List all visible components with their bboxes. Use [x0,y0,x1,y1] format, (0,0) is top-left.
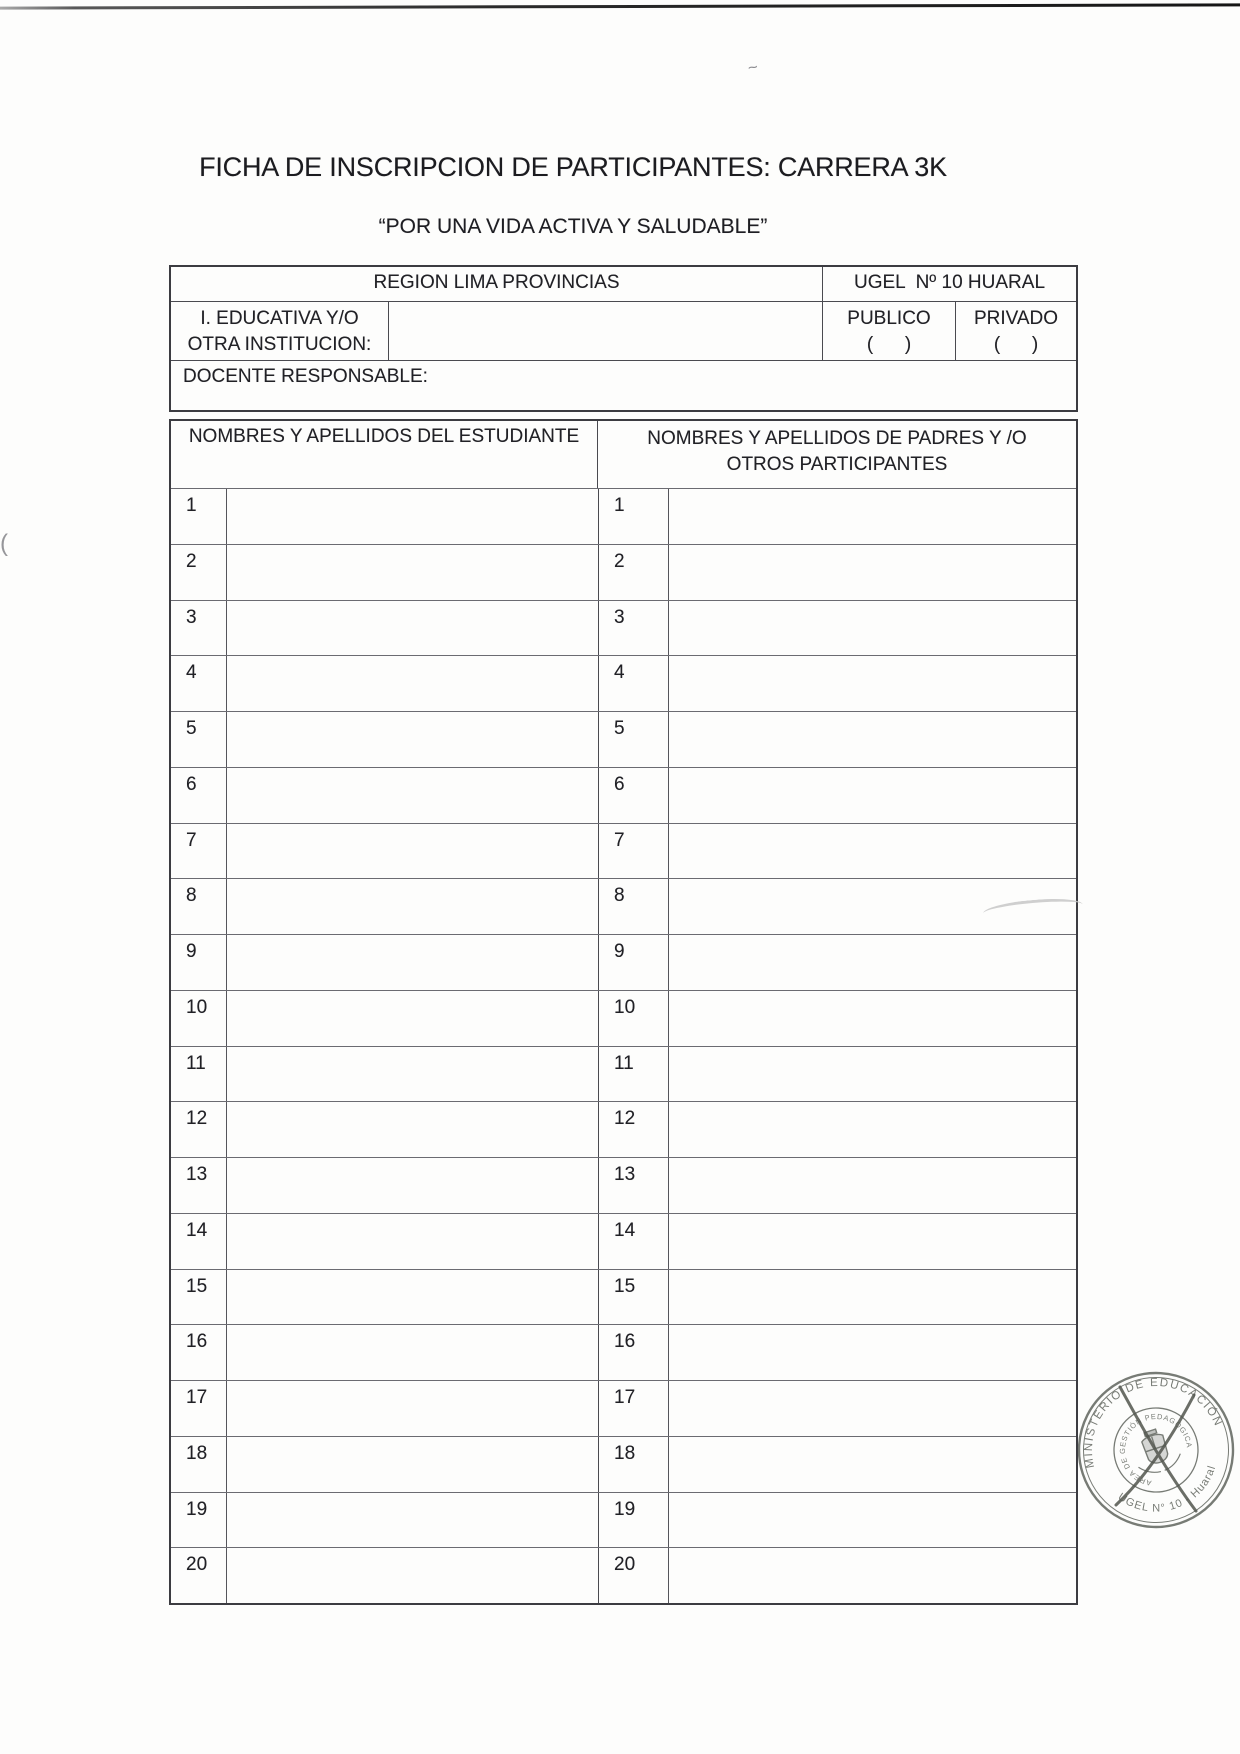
parent-name-input[interactable] [668,1493,1076,1548]
student-name-input[interactable] [226,768,598,823]
institution-label [171,302,388,360]
parent-name-input[interactable] [668,1214,1076,1269]
student-row-number: 19 [186,1498,208,1520]
student-row-number: 10 [186,996,208,1018]
table-row [171,1269,1076,1325]
institution-label-line2: OTRA INSTITUCION: [187,334,372,355]
parent-row-number: 3 [598,601,668,656]
student-row-number: 9 [186,941,197,962]
student-name-input[interactable] [226,545,598,600]
small-tick-artifact: ~ [746,57,760,78]
parent-row-number: 14 [598,1214,668,1269]
parent-name-input[interactable] [668,545,1076,600]
docente-label: DOCENTE RESPONSABLE: [183,366,428,387]
parents-column-header [598,421,1076,488]
table-row [171,934,1076,990]
region-row [171,267,1076,301]
student-name-input[interactable] [226,879,598,934]
institution-info-table [169,265,1078,412]
student-name-input[interactable] [226,489,598,544]
parent-name-input[interactable] [668,824,1076,879]
student-row-number: 2 [186,550,197,572]
parent-name-input[interactable] [668,991,1076,1046]
student-name-input[interactable] [226,1214,598,1269]
parent-row-number: 5 [598,712,668,767]
stamp-rings [1066,1355,1240,1545]
table-row [171,823,1076,879]
table-row [171,488,1076,544]
participants-rows [171,488,1076,1603]
parents-column-header-line1: NOMBRES Y APELLIDOS DE PADRES Y /O [647,428,1027,449]
parent-name-input[interactable] [668,1047,1076,1102]
student-row-number: 8 [186,885,197,907]
student-name-input[interactable] [226,1437,598,1492]
table-row [171,878,1076,934]
parent-row-number: 18 [598,1437,668,1492]
parent-row-number: 4 [598,656,668,711]
parent-row-number: 13 [598,1158,668,1213]
student-name-input[interactable] [226,991,598,1046]
student-name-input[interactable] [226,712,598,767]
parent-row-number: 20 [598,1548,668,1603]
ugel-label: UGEL Nº 10 HUARAL [822,267,1076,301]
stamp-top-text: MINISTERIO DE EDUCACIÓN [1082,1376,1225,1469]
student-name-input[interactable] [226,1270,598,1325]
parent-name-input[interactable] [668,712,1076,767]
table-row [171,1380,1076,1436]
student-row-number: 18 [186,1442,208,1464]
parents-column-header-line2: OTROS PARTICIPANTES [726,454,948,475]
student-row-number: 17 [186,1387,208,1408]
parent-row-number: 19 [598,1493,668,1548]
student-name-input[interactable] [226,1047,598,1102]
student-row-number: 6 [186,773,197,795]
parent-name-input[interactable] [668,601,1076,656]
publico-checkbox[interactable]: ( ) [866,334,912,355]
table-row [171,1436,1076,1492]
student-name-input[interactable] [226,1102,598,1157]
student-row-number: 13 [186,1164,208,1185]
privado-cell [955,302,1076,360]
student-row-number: 3 [186,606,197,628]
table-row [171,1157,1076,1213]
student-row-number: 15 [186,1275,208,1297]
student-name-input[interactable] [226,1381,598,1436]
parent-row-number: 2 [598,545,668,600]
student-name-input[interactable] [226,1493,598,1548]
table-row [171,1492,1076,1548]
parent-row-number: 9 [598,935,668,990]
student-name-input[interactable] [226,824,598,879]
table-row [171,544,1076,600]
parent-row-number: 12 [598,1102,668,1157]
parent-name-input[interactable] [668,1102,1076,1157]
student-row-number: 5 [186,718,197,739]
parent-name-input[interactable] [668,1381,1076,1436]
table-row [171,990,1076,1046]
parent-row-number: 7 [598,824,668,879]
table-row [171,1547,1076,1603]
region-label: REGION LIMA PROVINCIAS [373,272,620,293]
stamp-inner-text: AREA DE GESTIÓN PEDAGÓGICA [1117,1411,1195,1488]
table-row [171,711,1076,767]
parent-row-number: 11 [598,1047,668,1102]
parent-name-input[interactable] [668,489,1076,544]
scan-edge-line-artifact [0,3,1240,9]
student-row-number: 4 [186,662,197,684]
parent-name-input[interactable] [668,1158,1076,1213]
student-name-input[interactable] [226,1548,598,1603]
parent-name-input[interactable] [668,1325,1076,1380]
table-row [171,1046,1076,1102]
table-row [171,767,1076,823]
official-stamp [1066,1355,1240,1545]
parent-name-input[interactable] [668,656,1076,711]
student-row-number: 1 [186,495,197,516]
docente-row [171,360,1076,410]
participants-table [169,419,1078,1605]
student-name-input[interactable] [226,601,598,656]
parent-name-input[interactable] [668,1270,1076,1325]
privado-checkbox[interactable]: ( ) [993,334,1039,355]
parent-row-number: 10 [598,991,668,1046]
student-row-number: 7 [186,829,197,851]
table-row [171,1324,1076,1380]
privado-label: PRIVADO [973,308,1059,329]
publico-label: PUBLICO [847,308,931,329]
parent-row-number: 8 [598,879,668,934]
parent-row-number: 1 [598,489,668,544]
parent-name-input[interactable] [668,1548,1076,1603]
parent-name-input[interactable] [668,935,1076,990]
page-title: FICHA DE INSCRIPCION DE PARTICIPANTES: CARRERA 3K [199,152,947,182]
parent-row-number: 6 [598,768,668,823]
student-name-input[interactable] [226,656,598,711]
table-row [171,655,1076,711]
parent-name-input[interactable] [668,1437,1076,1492]
student-name-input[interactable] [226,935,598,990]
publico-cell [822,302,955,360]
parent-name-input[interactable] [668,768,1076,823]
institution-row [171,301,1076,360]
parent-row-number: 17 [598,1381,668,1436]
table-row [171,1101,1076,1157]
parent-row-number: 16 [598,1325,668,1380]
stamp-bottom-text: UGEL N° 10 - Huaral [1115,1463,1219,1515]
student-row-number: 11 [186,1052,206,1074]
participants-table-header [171,421,1076,488]
student-row-number: 12 [186,1108,208,1130]
student-row-number: 16 [186,1331,208,1353]
students-column-header: NOMBRES Y APELLIDOS DEL ESTUDIANTE [171,421,598,488]
parent-row-number: 15 [598,1270,668,1325]
student-row-number: 14 [186,1219,208,1241]
student-name-input[interactable] [226,1158,598,1213]
student-name-input[interactable] [226,1325,598,1380]
table-row [171,600,1076,656]
table-row [171,1213,1076,1269]
student-row-number: 20 [186,1554,208,1576]
institution-input[interactable] [388,302,822,360]
page-subtitle: “POR UNA VIDA ACTIVA Y SALUDABLE” [378,215,768,238]
margin-mark-artifact: ( [0,530,8,557]
institution-label-line1: I. EDUCATIVA Y/O [200,308,359,329]
